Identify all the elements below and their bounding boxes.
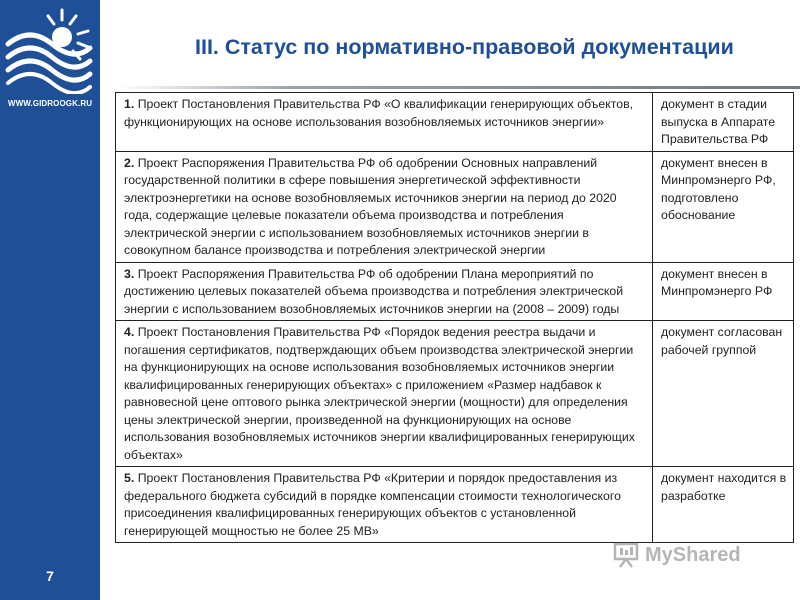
document-text: Проект Распоряжения Правительства РФ об одобрении Основных направлений государственной политики в сфере повышения энергетической эффективности электроэнергетики на основе возобновляемых источников энергии на период до 2020 года, содержащие целевые показатели объема производства и потребления электрической энергии с использованием возобновляемых источников энергии в совокупном балансе производства и потребления электрической энергии (124, 155, 617, 257)
table-row (116, 93, 794, 152)
document-status: документ в стадии выпуска в Аппарате Правительства РФ (653, 93, 794, 152)
watermark-text: MyShared (645, 543, 741, 566)
document-text: Проект Распоряжения Правительства РФ об одобрении Плана мероприятий по достижению целевых показателей объема производства и потребления электрической энергии с использованием возобновляемых источников энергии на (2008 – 2009) годы (124, 266, 624, 316)
table-row (116, 151, 794, 262)
row-number: 5. (124, 471, 135, 485)
document-status: документ согласован рабочей группой (653, 321, 794, 467)
document-text: Проект Постановления Правительства РФ «О квалификации генерирующих объектов, функционирующих на основе использования возобновляемых источников энергии» (124, 97, 634, 129)
document-status: документ находится в разработке (653, 467, 794, 543)
document-description (116, 321, 653, 467)
document-status: документ внесен в Минпромэнерго РФ, подготовлено обоснование (653, 151, 794, 262)
documents-table (115, 92, 794, 543)
row-number: 3. (124, 266, 135, 281)
title-divider (118, 86, 800, 89)
site-url[interactable]: WWW.GIDROOGK.RU (7, 99, 93, 108)
document-description (116, 467, 653, 543)
table-row (116, 321, 794, 467)
presentation-board-icon (612, 541, 640, 569)
document-status: документ внесен в Минпромэнерго РФ (653, 262, 794, 321)
table-row (116, 262, 794, 321)
document-description (116, 151, 653, 262)
row-number: 1. (124, 97, 135, 111)
sidebar (0, 0, 100, 600)
gidroogk-sun-waves-logo (4, 4, 94, 94)
document-description (116, 93, 653, 152)
page-number: 7 (46, 568, 54, 584)
watermark (612, 541, 741, 569)
row-number: 2. (124, 155, 135, 170)
row-number: 4. (124, 325, 135, 339)
table-row (116, 467, 794, 543)
page-title: III. Статус по нормативно-правовой документации (195, 35, 734, 59)
document-description (116, 262, 653, 321)
document-text: Проект Постановления Правительства РФ «Критерии и порядок предоставления из федерального бюджета субсидий в порядке компенсации стоимости технологического присоединения квалифицированных генерирующих объектов с установленной генерирующей мощностью не более 25 МВ» (124, 471, 621, 538)
document-text: Проект Постановления Правительства РФ «Порядок ведения реестра выдачи и погашения сертификатов, подтверждающих объем производства электрической энергии на функционирующих на основе использования возобновляемых источников энергии квалифицированных генерирующих объектах» с приложением «Размер надбавок к равновесной цене оптового рынка электрической энергии (мощности) для определения цены электрической энергии, произведенной на функционирующих на основе использования возобновляемых источников энергии квалифицированных генерирующих объектах» (124, 325, 635, 462)
